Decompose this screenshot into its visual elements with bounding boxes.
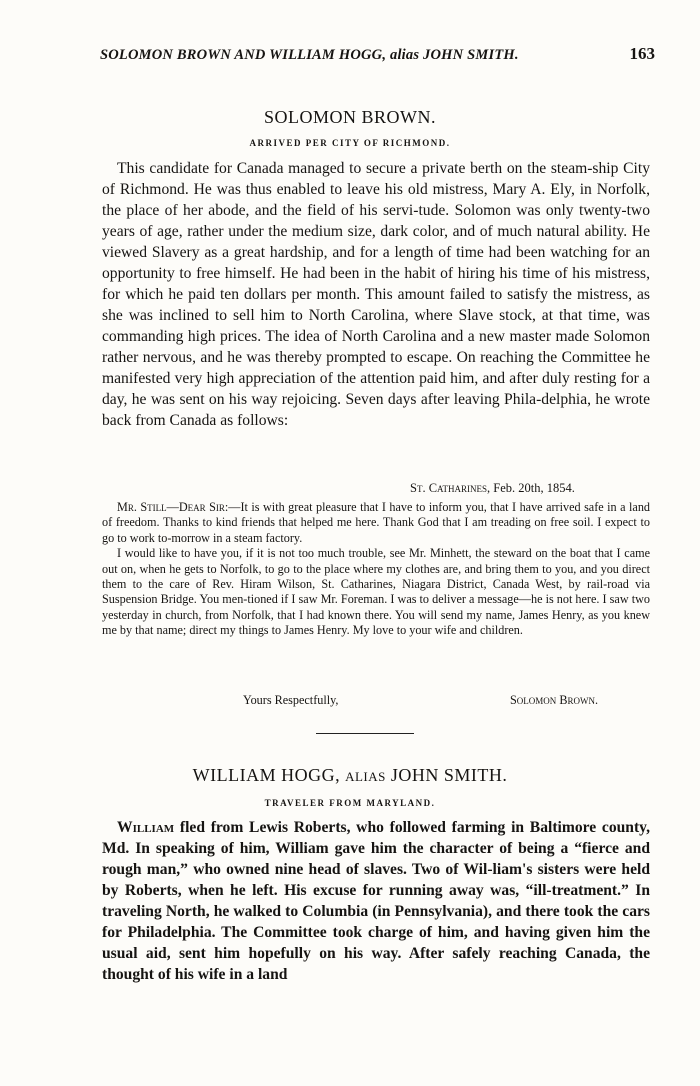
letter-body [102,500,650,639]
running-head [100,44,655,64]
letter-paragraph-2: I would like to have you, if it is not too much trouble, see Mr. Minhett, the steward on the boat that I came out on, when he gets to Norfolk, to go to the place where my clothes are, and bring them to you, and you direct them to the care of Rev. Hiram Wilson, St. Catharines, Niagara District, Canada West, by rail-road via Suspension Bridge. You men-tioned if I saw Mr. Foreman. I was to deliver a message—he is not here. I saw two yesterday in church, from Norfolk, that I had known there. You will send my name, James Henry, as you knew me by that name; direct my things to James Henry. My love to your wife and children. [102,546,650,638]
section-subtitle-william-hogg: TRAVELER FROM MARYLAND. [264,798,436,808]
lead-word: William [117,819,175,836]
letter-signature: Solomon Brown. [510,693,598,707]
letter-paragraph-1 [102,500,650,546]
section-divider-rule [316,733,414,734]
letter-dateline [410,481,575,496]
letter-opening: :—It is with great pleasure that I have to inform you, that I have arrived safe in a land of freedom. Thanks to kind friends that helped me here. Thank God that I am treading on free soil. I expect to go to work to-morrow in a steam factory. [102,500,651,545]
title-name: WILLIAM HOGG, [192,765,341,785]
section-title-william-hogg [0,765,700,786]
letter-salutation: Mr. Still—Dear Sir [117,500,225,514]
section-body-william-hogg [102,817,650,985]
letter-closing: Yours Respectfully, [243,693,339,707]
paragraph-william-hogg [102,817,650,985]
title-alias: alias [345,765,386,785]
section-title-solomon-brown: SOLOMON BROWN. [263,107,436,127]
paragraph-text: fled from Lewis Roberts, who followed farming in Baltimore county, Md. In speaking of him, William gave him the character of being a “fierce and rough man,” who owned nine head of slaves. Two of Wil-liam's sisters were held by Roberts, when he left. His excuse for running away was, “ill-treatment.” In traveling North, he walked to Columbia (in Pennsylvania), and there took the cars for Philadelphia. The Committee took charge of him, and having given him the usual aid, sent him hopefully on his way. After safely reaching Canada, the thought of his wife in a land [102,819,650,983]
section-subtitle-solomon-brown: ARRIVED PER CITY OF RICHMOND. [249,138,451,148]
letter-place: St. Catharines, [410,481,491,495]
running-head-title: SOLOMON BROWN AND WILLIAM HOGG, alias JOHN SMITH. [100,47,519,63]
section-body-solomon-brown [102,158,650,431]
page-number: 163 [629,44,655,63]
letter-date: Feb. 20th, 1854. [493,481,575,495]
paragraph-solomon-brown: This candidate for Canada managed to secure a private berth on the steam-ship City of Richmond. He was thus enabled to leave his old mistress, Mary A. Ely, in Norfolk, the place of her abode, and the field of his servi-tude. Solomon was only twenty-two years of age, rather under the medium size, dark color, and of much natural ability. He viewed Slavery as a great hardship, and for a length of time had been watching for an opportunity to free himself. He had been in the habit of hiring his time of his mistress, for which he paid ten dollars per month. This amount failed to satisfy the mistress, as she was inclined to sell him to North Carolina, where Slave stock, at that time, was commanding high prices. The idea of North Carolina and a new master made Solomon rather nervous, and he was thereby prompted to escape. On reaching the Committee he manifested very high appreciation of the attention paid him, and after duly resting for a day, he was sent on his way rejoicing. Seven days after leaving Phila-delphia, he wrote back from Canada as follows: [102,160,650,429]
title-alias-name: JOHN SMITH. [390,765,508,785]
